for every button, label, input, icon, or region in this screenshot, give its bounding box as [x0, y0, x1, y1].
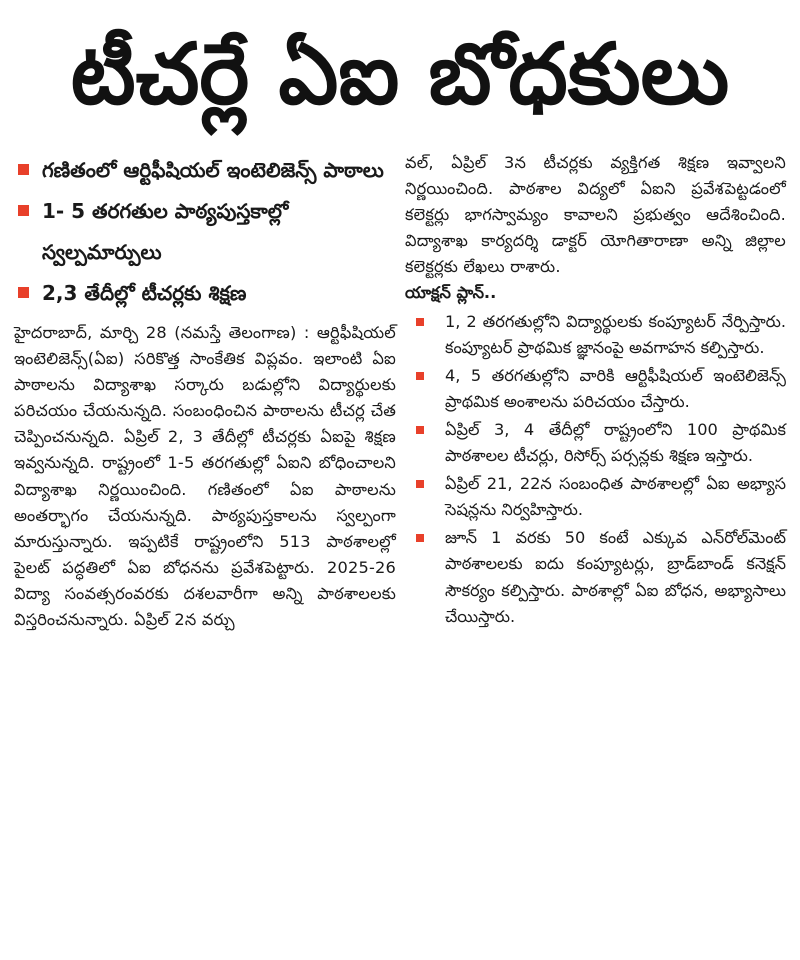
highlight-text: గణితంలో ఆర్టిఫీషియల్ ఇంటెలిజెన్స్ పాఠాలు — [42, 158, 384, 182]
right-column — [405, 150, 786, 632]
action-plan-list — [405, 309, 786, 630]
article-body-right: వల్, ఏప్రిల్ 3న టీచర్లకు వ్యక్తిగత శిక్షణ ఇవ్వాలని నిర్ణయించింది. పాఠశాల విద్యలో ఏఐని ప్రవేశపెట్టడంలో కలెక్టర్లు భాగస్వామ్యం కావాలని ప్రభుత్వం ఆదేశించింది. విద్యాశాఖ కార్యదర్శి డాక్టర్ యోగితారాణా అన్ని జిల్లాల కలెక్టర్లకు లేఖలు రాశారు. — [405, 153, 786, 277]
headline: టీచర్లే ఏఐ బోధకులు — [70, 25, 730, 123]
left-column — [14, 150, 396, 633]
action-item — [405, 525, 786, 629]
action-plan-subhead: యాక్షన్ ప్లాన్.. — [405, 283, 497, 303]
action-item-text: ఏప్రిల్ 3, 4 తేదీల్లో రాష్ట్రంలోని 100 ప్రాథమిక పాఠశాలల టీచర్లు, రిసోర్స్ పర్సన్లకు శిక్షణ ఇస్తారు. — [445, 419, 786, 466]
action-item — [405, 417, 786, 469]
action-item-text: 1, 2 తరగతుల్లోని విద్యార్థులకు కంప్యూటర్ నేర్పిస్తారు. కంప్యూటర్ ప్రాథమిక జ్ఞానంపై అవగాహన కల్పిస్తారు. — [445, 311, 786, 357]
square-bullet-icon — [18, 287, 29, 298]
action-item — [405, 309, 786, 361]
highlight-item — [14, 191, 396, 273]
action-item — [405, 363, 786, 415]
highlight-text: 1- 5 తరగతుల పాఠ్యపుస్తకాల్లో స్వల్పమార్పులు — [42, 199, 289, 264]
square-bullet-icon — [416, 480, 424, 488]
highlight-item — [14, 273, 396, 314]
square-bullet-icon — [416, 372, 424, 380]
article-body-left: హైదరాబాద్, మార్చి 28 (నమస్తే తెలంగాణ) : ఆర్టిఫీషియల్ ఇంటెలిజెన్స్(ఏఐ) సరికొత్త సాంకేతిక విప్లవం. ఇలాంటి ఏఐ పాఠాలను విద్యాశాఖ సర్కారు బడుల్లోని విద్యార్థులకు పరిచయం చేయనున్నది. సంబంధించిన పాఠాలను టీచర్ల చేత చెప్పించనున్నది. ఏప్రిల్ 2, 3 తేదీల్లో టీచర్లకు ఏఐపై శిక్షణ ఇవ్వనున్నది. రాష్ట్రంలో 1-5 తరగతుల్లో ఏఐని బోధించాలని విద్యాశాఖ నిర్ణయించింది. గణితంలో ఏఐ పాఠాలను అంతర్భాగం చేయనున్నది. పాఠ్యపుస్తకాలను స్వల్పంగా మారుస్తున్నారు. ఇప్పటికే రాష్ట్రంలోని 513 పాఠశాలల్లో పైలట్ పద్ధతిలో ఏఐ బోధనను ప్రవేశపెట్టారు. 2025-26 విద్యా సంవత్సరంవరకు దశలవారీగా అన్ని పాఠశాలలకు విస్తరించనున్నారు. ఏప్రిల్ 2న వర్చు — [14, 323, 396, 630]
square-bullet-icon — [18, 164, 29, 175]
action-item-text: ఏప్రిల్ 21, 22న సంబంధిత పాఠశాలల్లో ఏఐ అభ్యాస సెషన్లను నిర్వహిస్తారు. — [445, 474, 786, 520]
highlight-item — [14, 150, 396, 191]
highlight-text: 2,3 తేదీల్లో టీచర్లకు శిక్షణ — [42, 281, 247, 305]
square-bullet-icon — [416, 534, 424, 542]
action-item-text: 4, 5 తరగతుల్లోని వారికి ఆర్టిఫీషియల్ ఇంటెలిజెన్స్ ప్రాథమిక అంశాలను పరిచయం చేస్తారు. — [445, 365, 786, 411]
square-bullet-icon — [416, 426, 424, 434]
square-bullet-icon — [18, 205, 29, 216]
square-bullet-icon — [416, 318, 424, 326]
highlights-list — [14, 150, 396, 314]
action-item-text: జూన్ 1 వరకు 50 కంటే ఎక్కువ ఎన్‌రోల్‌మెంట్ పాఠశాలలకు ఐదు కంప్యూటర్లు, బ్రాడ్‌బాండ్ కనెక్షన్ సౌకర్యం కల్పిస్తారు. పాఠశాల్లో ఏఐ బోధన, అభ్యాసాలు చేయిస్తారు. — [445, 528, 786, 626]
action-item — [405, 471, 786, 523]
